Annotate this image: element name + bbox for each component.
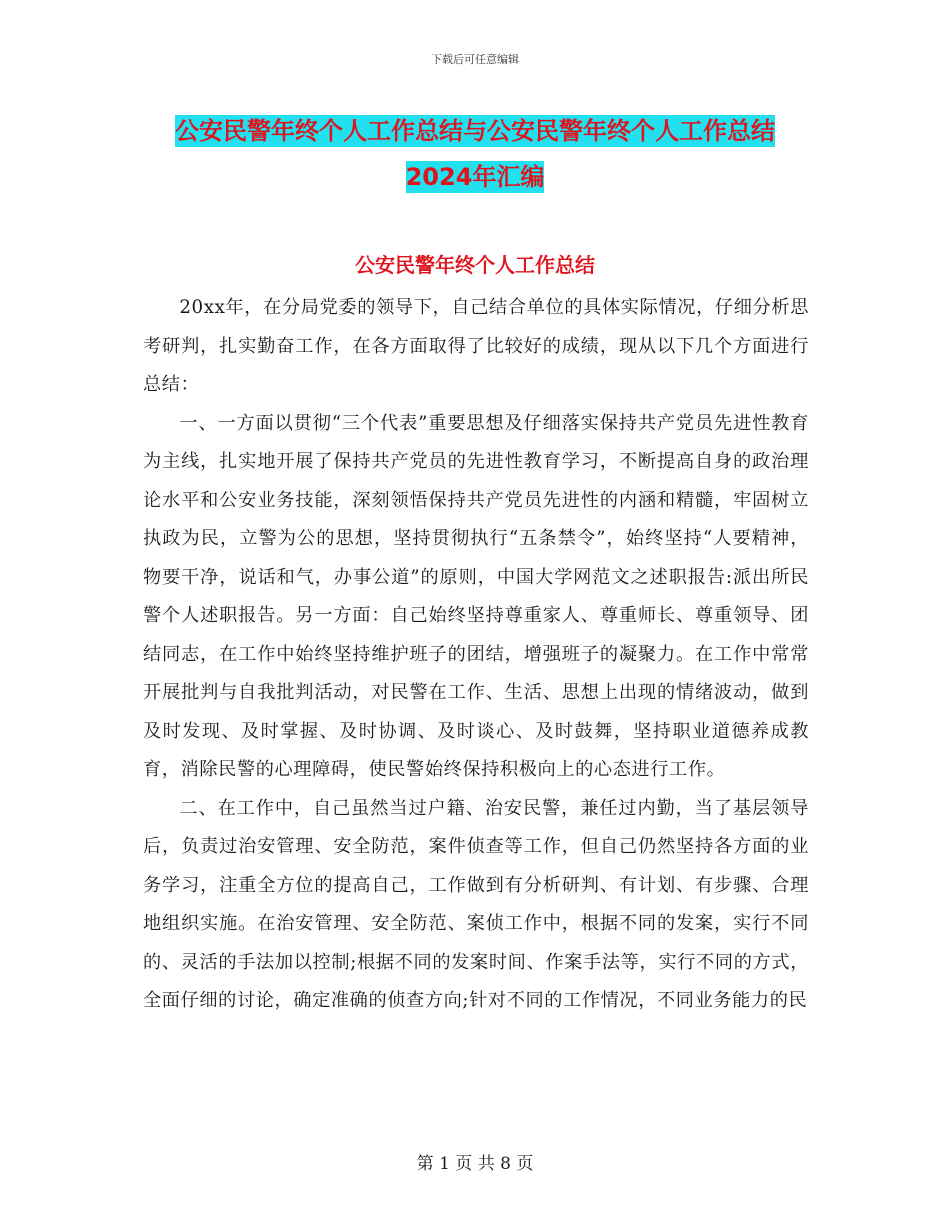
paragraph-section-2: 二、在工作中，自己虽然当过户籍、治安民警，兼任过内勤，当了基层领导后，负责过治安管理、安全防范，案件侦查等工作，但自己仍然坚持各方面的业务学习，注重全方位的提高自己，工作做到有分析研判、有计划、有步骤、合理地组织实施。在治安管理、安全防范、案侦工作中，根据不同的发案，实行不同的、灵活的手法加以控制;根据不同的发案时间、作案手法等，实行不同的方式，全面仔细的讨论，确定准确的侦查方向;针对不同的工作情况，不同业务能力的民	[143, 797, 809, 1011]
body-text	[143, 289, 809, 1021]
paragraph-intro: 20xx年，在分局党委的领导下，自己结合单位的具体实际情况，仔细分析思考研判，扎实勤奋工作，在各方面取得了比较好的成绩，现从以下几个方面进行总结：	[143, 297, 809, 395]
page-number: 第 1 页 共 8 页	[416, 1154, 534, 1174]
section-title: 公安民警年终个人工作总结	[355, 253, 595, 277]
paragraph-section-1: 一、一方面以贯彻“三个代表”重要思想及仔细落实保持共产党员先进性教育为主线，扎实地开展了保持共产党员的先进性教育学习，不断提高自身的政治理论水平和公安业务技能，深刻领悟保持共产党员先进性的内涵和精髓，牢固树立执政为民，立警为公的思想，坚持贯彻执行“五条禁令”，始终坚持“人要精神，物要干净，说话和气，办事公道”的原则，中国大学网范文之述职报告:派出所民警个人述职报告。另一方面：自己始终坚持尊重家人、尊重师长、尊重领导、团结同志，在工作中始终坚持维护班子的团结，增强班子的凝聚力。在工作中常常开展批判与自我批判活动，对民警在工作、生活、思想上出现的情绪波动，做到及时发现、及时掌握、及时协调、及时谈心、及时鼓舞，坚持职业道德养成教育，消除民警的心理障碍，使民警始终保持积极向上的心态进行工作。	[143, 412, 809, 780]
document-title-text: 公安民警年终个人工作总结与公安民警年终个人工作总结2024年汇编	[175, 117, 775, 191]
document-title	[150, 108, 800, 200]
header-note: 下载后可任意编辑	[431, 53, 519, 66]
